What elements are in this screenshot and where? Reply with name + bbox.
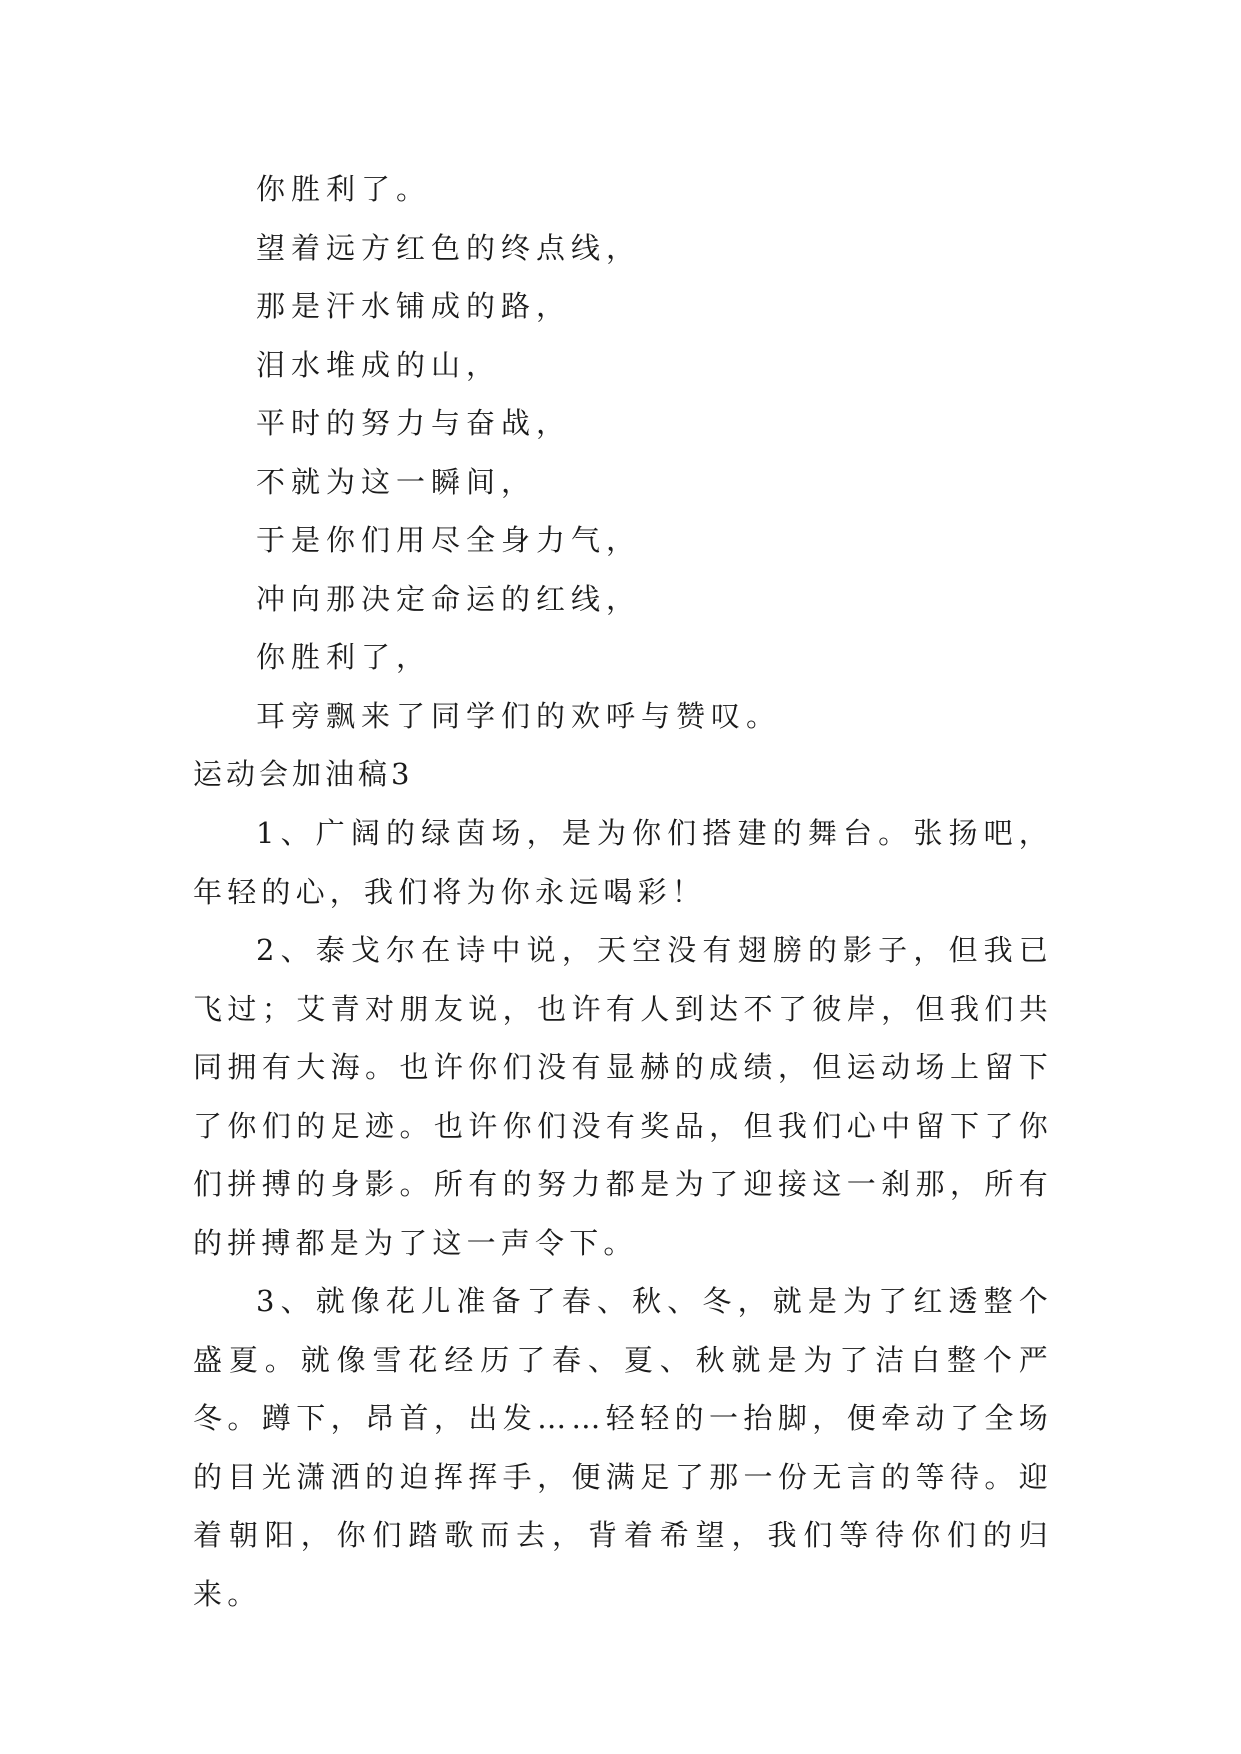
section-body bbox=[193, 804, 1053, 1623]
poem-line: 耳旁飘来了同学们的欢呼与赞叹。 bbox=[256, 698, 782, 733]
paragraph: 1、广阔的绿茵场，是为你们搭建的舞台。张扬吧，年轻的心，我们将为你永远喝彩！ bbox=[193, 816, 1053, 909]
poem-line: 冲向那决定命运的红线， bbox=[256, 581, 642, 616]
paragraph: 3、就像花儿准备了春、秋、冬，就是为了红透整个盛夏。就像雪花经历了春、夏、秋就是为了洁白整个严冬。蹲下，昂首，出发……轻轻的一抬脚，便牵动了全场的目光潇洒的迫挥挥手，便满足了那一份无言的等待。迎着朝阳，你们踏歌而去，背着希望，我们等待你们的归来。 bbox=[193, 1284, 1053, 1611]
poem-line: 望着远方红色的终点线， bbox=[256, 230, 642, 265]
paragraph: 2、泰戈尔在诗中说，天空没有翅膀的影子，但我已飞过；艾青对朋友说，也许有人到达不了彼岸，但我们共同拥有大海。也许你们没有显赫的成绩，但运动场上留下了你们的足迹。也许你们没有奖品，但我们心中留下了你们拼搏的身影。所有的努力都是为了迎接这一刹那，所有的拼搏都是为了这一声令下。 bbox=[193, 933, 1053, 1260]
poem-line: 泪水堆成的山， bbox=[256, 347, 502, 382]
poem-line: 你胜利了， bbox=[256, 640, 432, 674]
poem-block bbox=[256, 160, 1076, 745]
poem-line: 平时的努力与奋战， bbox=[256, 406, 572, 440]
section-heading: 运动会加油稿3 bbox=[193, 757, 414, 791]
poem-line: 于是你们用尽全身力气， bbox=[256, 523, 642, 557]
poem-line: 不就为这一瞬间， bbox=[256, 464, 537, 499]
poem-line: 你胜利了。 bbox=[256, 172, 432, 206]
poem-line: 那是汗水铺成的路， bbox=[256, 289, 572, 323]
